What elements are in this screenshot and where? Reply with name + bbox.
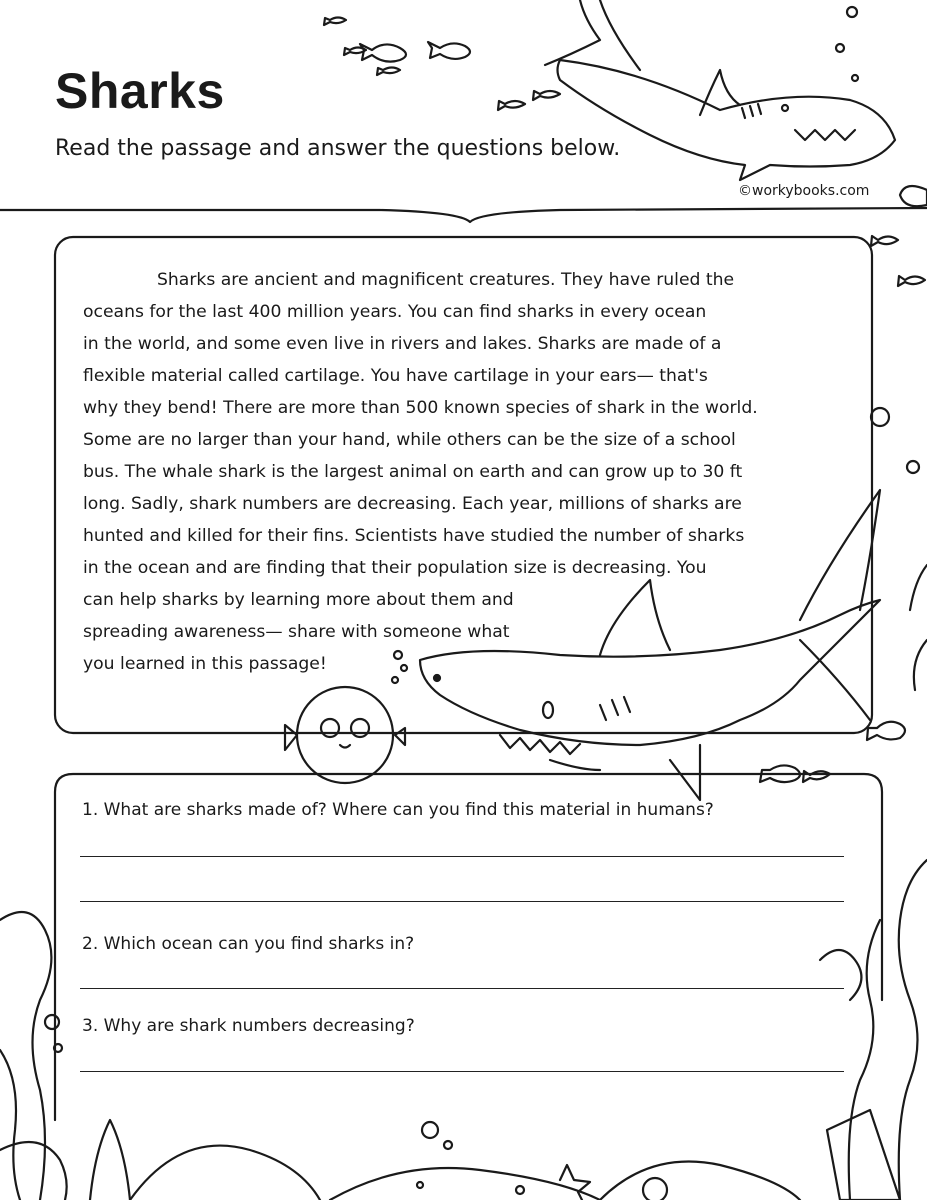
- answer-line-2[interactable]: [80, 988, 844, 989]
- pufferfish-icon: [285, 687, 405, 783]
- answer-line-1a[interactable]: [80, 856, 844, 857]
- answer-line-3[interactable]: [80, 1071, 844, 1072]
- passage-line: flexible material called cartilage. You have cartilage in your ears— that's: [83, 366, 708, 386]
- question-1: 1. What are sharks made of? Where can you find this material in humans?: [82, 800, 714, 820]
- passage-line: spreading awareness— share with someone what: [83, 622, 510, 642]
- question-3: 3. Why are shark numbers decreasing?: [82, 1016, 415, 1036]
- copyright-notice: ©workybooks.com: [738, 183, 870, 199]
- fish-icon-right: [900, 186, 927, 206]
- header-divider: [0, 208, 927, 222]
- page-title: Sharks: [55, 63, 225, 119]
- passage-line: Some are no larger than your hand, while others can be the size of a school: [83, 430, 736, 450]
- question-2: 2. Which ocean can you find sharks in?: [82, 934, 415, 954]
- passage-line: Sharks are ancient and magnificent creatures. They have ruled the: [157, 270, 735, 290]
- answer-line-1b[interactable]: [80, 901, 844, 902]
- seabed: [130, 1122, 800, 1200]
- instructions: Read the passage and answer the questions below.: [55, 136, 621, 161]
- reading-passage: [83, 264, 835, 680]
- seaweed-icon-left: [0, 912, 130, 1200]
- passage-line: can help sharks by learning more about them and: [83, 590, 514, 610]
- passage-line: why they bend! There are more than 500 known species of shark in the world.: [83, 398, 758, 418]
- passage-line: bus. The whale shark is the largest animal on earth and can grow up to 30 ft: [83, 462, 743, 482]
- passage-line: hunted and killed for their fins. Scientists have studied the number of sharks: [83, 526, 745, 546]
- passage-line: long. Sadly, shark numbers are decreasing. Each year, millions of sharks are: [83, 494, 742, 514]
- passage-line: in the ocean and are finding that their population size is decreasing. You: [83, 558, 707, 578]
- fish-icon-group-top: [324, 18, 560, 111]
- passage-line: oceans for the last 400 million years. You can find sharks in every ocean: [83, 302, 707, 322]
- seaweed-icon-right: [820, 860, 927, 1200]
- passage-line: in the world, and some even live in rivers and lakes. Sharks are made of a: [83, 334, 722, 354]
- passage-line: you learned in this passage!: [83, 654, 327, 674]
